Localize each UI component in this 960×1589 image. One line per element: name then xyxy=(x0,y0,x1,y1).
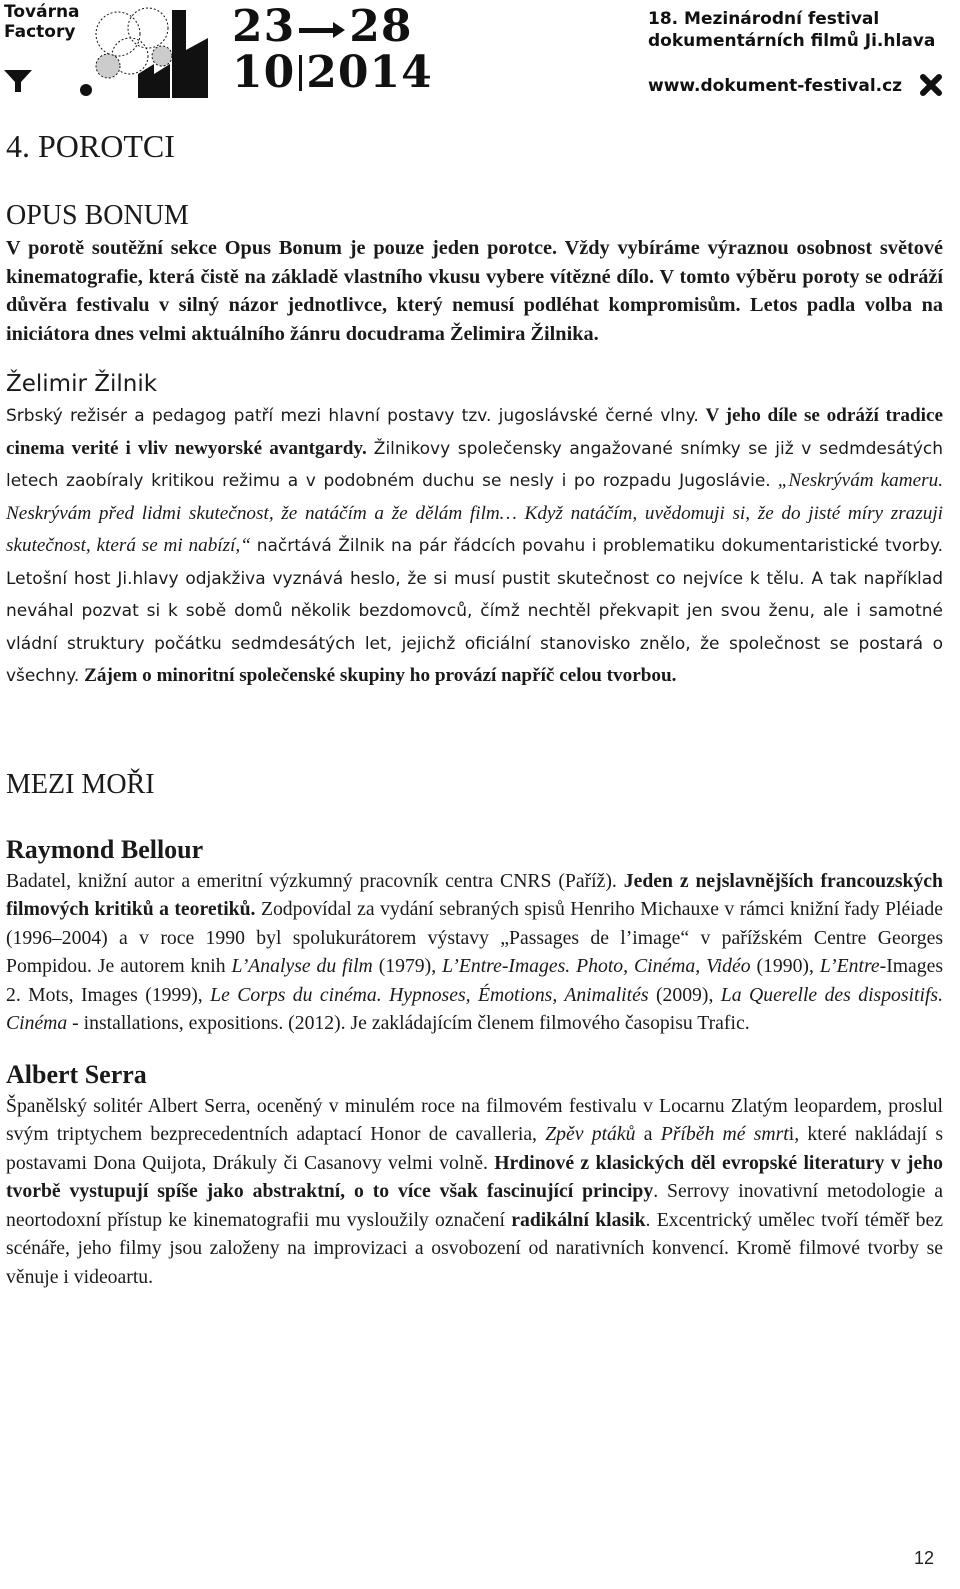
serra-film-2: Příběh mé smrt xyxy=(660,1123,789,1145)
zilnik-bio-s2: V jeho díle se odráží tradice cinema verité i vliv newyorské avantgardy. xyxy=(6,405,943,459)
festival-name-line-1: 18. Mezinárodní festival xyxy=(648,9,880,29)
date-separator xyxy=(299,55,302,91)
festival-name xyxy=(648,8,938,52)
bellour-t5: (1990), xyxy=(756,955,814,977)
bellour-t8: - installations, expositions. (2012). Je zakládajícím členem filmového časopisu Trafic. xyxy=(72,1012,750,1034)
serra-t5: . Serrovy inovativní metodologie a neortodoxní přístup ke kinematografii mu vysloužily označení xyxy=(6,1180,944,1231)
person-name-zilnik: Želimir Žilnik xyxy=(6,371,158,397)
date-bottom-row xyxy=(232,47,433,98)
serra-film-1: Zpěv ptáků xyxy=(545,1123,636,1145)
logo-line-1: Továrna xyxy=(4,2,80,22)
bellour-t4: (1979), xyxy=(378,955,437,977)
zilnik-bio-s1: Srbský režisér a pedagog patří mezi hlavní postavy tzv. jugoslávské černé vlny. xyxy=(6,406,699,426)
factory-icon xyxy=(78,4,228,100)
subsection-title-mezi-mori: MEZI MOŘI xyxy=(6,768,155,800)
serra-bio xyxy=(6,1092,943,1292)
zilnik-bio xyxy=(6,400,943,693)
arrow-right-icon xyxy=(299,25,345,35)
section-title-porotci: 4. POROTCI xyxy=(6,128,175,164)
subsection-title-opus-bonum: OPUS BONUM xyxy=(6,200,189,231)
zilnik-bio-s4: načrtává Žilnik na pár řádcích povahu i problematiku dokumentaristické tvorby. Letošní host Ji.hlavy odjakživa vyznává heslo, že si musí pustit skutečnost co nejvíce k tělu. A tak například neváhal pozvat si k sobě domů několik bezdomovců, čímž nechtěl překvapit jen svou ženu, ale i samotné vládní struktury počátku sedmdesátých let, jejichž oficiální stanovisko znělo, že společnost se postará o všechny. xyxy=(6,536,943,686)
bellour-book-2: L’Entre-Images. Photo, Cinéma, Vidéo xyxy=(442,955,751,977)
person-name-bellour: Raymond Bellour xyxy=(6,834,204,864)
serra-t3: i, které nakládají s postavami Dona Quijota, Drákuly či Casanovy velmi volně. xyxy=(6,1123,944,1174)
zilnik-bio-s3: Žilnikovy společensky angažované snímky se již v sedmdesátých letech zaobíraly kritikou režimu a v podobném duchu se nesly i po rozpadu Jugoslávie. xyxy=(6,438,943,491)
festival-dates xyxy=(232,1,433,100)
serra-t1: Španělský solitér Albert Serra, oceněný v minulém roce na filmovém festivalu v Locarnu Zlatým leopardem, proslul svým triptychem bezprecedentních adaptací Honor de cavalleria, xyxy=(6,1094,943,1145)
zilnik-bio-quote: „Neskrývám kameru. Neskrývám před lidmi skutečnost, že natáčím a že dělám film… Když natáčím, uvědomuji si, že do jisté míry zrazuji skutečnost, která se mi nabízí,“ xyxy=(6,470,944,556)
festival-name-line-2: dokumentárních filmů Ji.hlava xyxy=(648,31,936,51)
logo-line-2: Factory xyxy=(4,22,76,42)
page-number: 12 xyxy=(914,1548,935,1568)
bellour-book-3b: Images 2. Mots, Images xyxy=(6,955,944,1006)
bellour-book-4: Le Corps du cinéma. Hypnoses, Émotions, Animalités xyxy=(210,983,649,1006)
date-month: 10 xyxy=(232,47,296,98)
opus-bonum-intro: V porotě soutěžní sekce Opus Bonum je pouze jeden porotce. Vždy vybíráme výraznou osobnost světové kinematografie, která čistě na základě vlastního vkusu vybere vítězné dílo. V tomto výběru poroty se odráží důvěra festivalu v silný názor jednotlivce, který nemusí podléhat kompromisům. Letos padla volba na iniciátora dnes velmi aktuálního žánru docudrama Želimira Žilnika. xyxy=(6,237,943,345)
festival-header xyxy=(0,0,960,112)
document-body xyxy=(6,126,943,1291)
serra-t7: . Excentrický umělec tvoří téměř bez scénáře, jeho filmy jsou založeny na improvizaci a osvobození od narativních konvencí. Kromě filmové tvorby se věnuje i videoartu. xyxy=(6,1208,943,1288)
date-year: 2014 xyxy=(306,47,433,98)
date-top-row xyxy=(232,1,432,52)
bellour-t6: (1999), xyxy=(145,983,203,1006)
close-x-icon xyxy=(920,74,942,96)
zilnik-bio-s5: Zájem o minoritní společenské skupiny ho provází napříč celou tvorbou. xyxy=(84,665,677,686)
serra-t4: Hrdinové z klasických děl evropské literatury v jeho tvorbě vystupují spíše jako abstraktní, o to více však fascinující principy xyxy=(6,1151,944,1202)
bellour-t3: Zodpovídal za vydání sebraných spisů Henriho Michauxe v rámci knižní řady Pléiade (1996–2004) a v roce 1990 byl spolukurátorem výstavy „Passages de l’image“ v pařížském Centre Georges Pompidou. Je autorem knih xyxy=(6,898,943,977)
serra-t2: a xyxy=(643,1123,653,1145)
festival-url[interactable]: www.dokument-festival.cz xyxy=(648,76,903,96)
date-start-day: 23 xyxy=(232,1,296,52)
funnel-icon xyxy=(4,68,32,94)
bellour-bio xyxy=(6,867,943,1038)
bellour-t2: Jeden z nejslavnějších francouzských filmových kritiků a teoretiků. xyxy=(6,869,943,920)
bellour-t7: (2009), xyxy=(655,983,714,1006)
bellour-book-5: La Querelle des dispositifs. Cinéma xyxy=(6,983,944,1034)
bellour-book-3a: L’Entre- xyxy=(819,955,887,977)
date-end-day: 28 xyxy=(349,1,413,52)
person-name-serra: Albert Serra xyxy=(6,1059,147,1089)
bellour-t1: Badatel, knižní autor a emeritní výzkumný pracovník centra CNRS (Paříž). xyxy=(6,869,617,892)
bellour-book-1: L’Analyse du film xyxy=(231,955,373,977)
serra-t6: radikální klasik xyxy=(511,1208,646,1231)
